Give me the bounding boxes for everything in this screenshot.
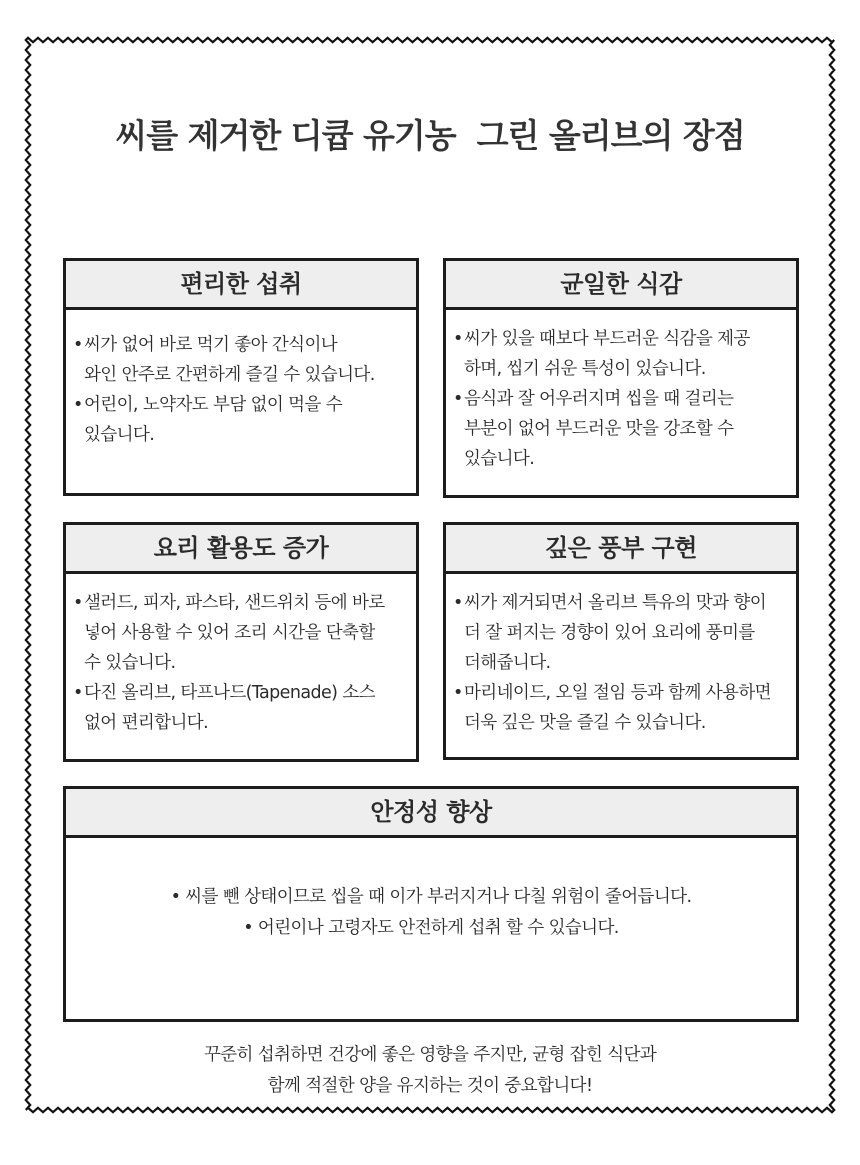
card-rich-flavor <box>443 522 799 760</box>
card-convenient-intake <box>63 258 419 496</box>
bullet-item: • 샐러드, 피자, 파스타, 샌드위치 등에 바로 넣어 사용할 수 있어 조리 시간을 단축할 수 있습니다. <box>72 588 406 678</box>
card-heading: 깊은 풍부 구현 <box>446 525 796 574</box>
bullet-item: • 씨가 없어 바로 먹기 좋아 간식이나 와인 안주로 간편하게 즐길 수 있습니다. <box>72 330 406 390</box>
card-heading: 안정성 향상 <box>66 789 796 838</box>
footer-line: 함께 적절한 양을 유지하는 것이 중요합니다! <box>267 1076 593 1096</box>
bullet-item: • 씨를 뺀 상태이므로 씹을 때 이가 부러지거나 다칠 위험이 줄어듭니다. <box>66 882 796 913</box>
card-safety-improvement <box>63 786 799 1022</box>
page-title: 씨를 제거한 디큡 유기농 그린 올리브의 장점 <box>115 116 745 155</box>
card-heading: 요리 활용도 증가 <box>66 525 416 574</box>
card-heading: 균일한 식감 <box>446 261 796 310</box>
card-heading: 편리한 섭취 <box>66 261 416 310</box>
card-uniform-texture <box>443 258 799 498</box>
bullet-item: • 어린이나 고령자도 안전하게 섭취 할 수 있습니다. <box>66 913 796 944</box>
bullet-item: • 씨가 제거되면서 올리브 특유의 맛과 향이 더 잘 퍼지는 경향이 있어 요리에 풍미를 더해줍니다. <box>452 588 786 678</box>
bullet-item: • 다진 올리브, 타프나드(Tapenade) 소스 없어 편리합니다. <box>72 678 406 738</box>
footer-note <box>0 1040 860 1102</box>
bullet-item: • 씨가 있을 때보다 부드러운 식감을 제공 하며, 씹기 쉬운 특성이 있습니다. <box>452 324 786 384</box>
card-cooking-usability <box>63 522 419 762</box>
bullet-item: • 마리네이드, 오일 절임 등과 함께 사용하면 더욱 깊은 맛을 즐길 수 있습니다. <box>452 678 786 738</box>
footer-line: 꾸준히 섭취하면 건강에 좋은 영향을 주지만, 균형 잡힌 식단과 <box>203 1045 657 1065</box>
bullet-item: • 음식과 잘 어우러지며 씹을 때 걸리는 부분이 없어 부드러운 맛을 강조할 수 있습니다. <box>452 384 786 474</box>
bullet-item: • 어린이, 노약자도 부담 없이 먹을 수 있습니다. <box>72 390 406 450</box>
